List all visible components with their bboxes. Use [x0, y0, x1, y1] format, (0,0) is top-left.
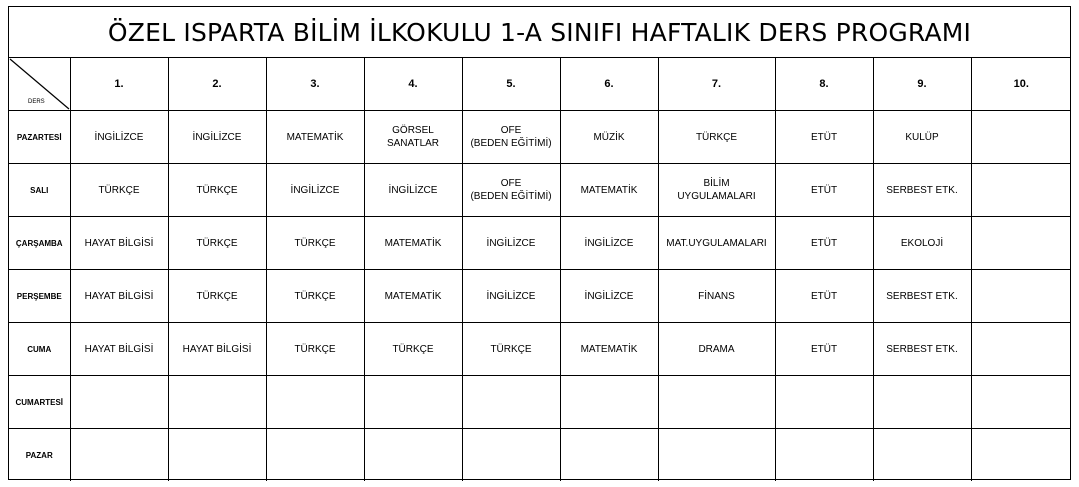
lesson-text: HAYAT BİLGİSİ — [84, 343, 154, 355]
period-header-5: 5. — [462, 58, 560, 111]
lesson-cell — [658, 323, 775, 376]
lesson-text: MATEMATİK — [580, 343, 638, 355]
lesson-cell — [658, 376, 775, 429]
day-label: PAZAR — [9, 429, 70, 482]
lesson-text: İNGİLİZCE — [388, 184, 438, 196]
lesson-cell — [775, 217, 873, 270]
day-label: PAZARTESİ — [9, 111, 70, 164]
lesson-cell — [658, 111, 775, 164]
lesson-cell — [560, 270, 658, 323]
lesson-cell — [266, 429, 364, 482]
lesson-text: KULÜP — [905, 131, 939, 143]
lesson-text: GÖRSEL SANATLAR — [386, 125, 440, 149]
lesson-text: HAYAT BİLGİSİ — [182, 343, 252, 355]
lesson-cell — [168, 429, 266, 482]
lesson-text: İNGİLİZCE — [290, 184, 340, 196]
lesson-cell — [462, 270, 560, 323]
lesson-cell — [266, 217, 364, 270]
lesson-text: MATEMATİK — [580, 184, 638, 196]
lesson-text: MATEMATİK — [384, 237, 442, 249]
lesson-cell — [971, 323, 1071, 376]
lesson-cell — [775, 111, 873, 164]
lesson-cell — [658, 429, 775, 482]
lesson-text: TÜRKÇE — [294, 290, 336, 302]
lesson-text: HAYAT BİLGİSİ — [84, 237, 154, 249]
lesson-cell — [70, 429, 168, 482]
lesson-cell — [462, 164, 560, 217]
lesson-cell — [70, 376, 168, 429]
lesson-cell — [70, 323, 168, 376]
lesson-cell — [364, 270, 462, 323]
lesson-cell — [462, 217, 560, 270]
lesson-text: MAT.UYGULAMALARI — [666, 237, 767, 249]
lesson-cell — [364, 323, 462, 376]
lesson-cell — [462, 376, 560, 429]
day-label: PERŞEMBE — [9, 270, 70, 323]
lesson-cell — [873, 111, 971, 164]
lesson-text: MÜZİK — [593, 131, 625, 143]
lesson-text: SERBEST ETK. — [886, 343, 958, 355]
lesson-cell — [971, 111, 1071, 164]
lesson-cell — [971, 376, 1071, 429]
lesson-cell — [168, 164, 266, 217]
lesson-text: (BEDEN EĞİTİMİ) — [470, 138, 552, 149]
lesson-text: İNGİLİZCE — [584, 237, 634, 249]
lesson-cell — [70, 164, 168, 217]
table-row — [9, 164, 1071, 217]
page-title: ÖZEL ISPARTA BİLİM İLKOKULU 1-A SINIFI HAFTALIK DERS PROGRAMI — [9, 7, 1070, 58]
period-header-7: 7. — [658, 58, 775, 111]
lesson-cell — [364, 376, 462, 429]
lesson-text: TÜRKÇE — [98, 184, 140, 196]
lesson-text: SERBEST ETK. — [886, 290, 958, 302]
lesson-cell — [873, 429, 971, 482]
lesson-cell — [775, 376, 873, 429]
lesson-cell — [168, 323, 266, 376]
lesson-cell — [775, 164, 873, 217]
schedule-sheet — [8, 6, 1071, 480]
lesson-text: MATEMATİK — [286, 131, 344, 143]
lesson-text: İNGİLİZCE — [486, 237, 536, 249]
lesson-text: ETÜT — [810, 290, 838, 302]
lesson-cell — [658, 217, 775, 270]
day-label: SALI — [9, 164, 70, 217]
lesson-cell — [70, 111, 168, 164]
lesson-cell — [266, 376, 364, 429]
period-header-row — [9, 58, 1071, 111]
lesson-text: UYGULAMALARI — [677, 191, 756, 202]
lesson-cell — [873, 217, 971, 270]
lesson-text: TÜRKÇE — [490, 343, 532, 355]
lesson-cell — [266, 270, 364, 323]
table-row — [9, 270, 1071, 323]
lesson-cell — [658, 164, 775, 217]
lesson-cell — [775, 323, 873, 376]
lesson-text: ETÜT — [810, 184, 838, 196]
lesson-text: (BEDEN EĞİTİMİ) — [470, 191, 552, 202]
table-row — [9, 376, 1071, 429]
lesson-text: BİLİM — [703, 178, 730, 189]
lesson-cell — [873, 270, 971, 323]
lesson-text: İNGİLİZCE — [192, 131, 242, 143]
lesson-text: TÜRKÇE — [294, 343, 336, 355]
lesson-text: EKOLOJİ — [900, 237, 944, 249]
lesson-cell — [462, 111, 560, 164]
lesson-text: İNGİLİZCE — [584, 290, 634, 302]
lesson-cell — [560, 217, 658, 270]
lesson-text: ETÜT — [810, 237, 838, 249]
lesson-cell — [364, 429, 462, 482]
lesson-cell — [266, 323, 364, 376]
lesson-cell — [560, 323, 658, 376]
lesson-cell — [971, 429, 1071, 482]
lesson-text: İNGİLİZCE — [486, 290, 536, 302]
lesson-text: SERBEST ETK. — [886, 184, 958, 196]
lesson-cell — [364, 111, 462, 164]
lesson-cell — [168, 376, 266, 429]
lesson-text: TÜRKÇE — [196, 290, 238, 302]
corner-cell — [9, 58, 70, 111]
lesson-text: ETÜT — [810, 343, 838, 355]
lesson-cell — [971, 217, 1071, 270]
lesson-text: TÜRKÇE — [695, 131, 738, 143]
corner-label: DERS — [28, 99, 45, 105]
lesson-cell — [873, 164, 971, 217]
lesson-text: HAYAT BİLGİSİ — [84, 290, 154, 302]
period-header-3: 3. — [266, 58, 364, 111]
period-header-8: 8. — [775, 58, 873, 111]
period-header-10: 10. — [971, 58, 1071, 111]
period-header-4: 4. — [364, 58, 462, 111]
lesson-cell — [266, 164, 364, 217]
day-label: CUMARTESİ — [9, 376, 70, 429]
lesson-text: OFE — [500, 125, 522, 136]
period-header-9: 9. — [873, 58, 971, 111]
lesson-text: DRAMA — [698, 343, 735, 355]
period-header-1: 1. — [70, 58, 168, 111]
lesson-cell — [775, 270, 873, 323]
lesson-cell — [364, 217, 462, 270]
lesson-cell — [971, 164, 1071, 217]
table-row — [9, 429, 1071, 482]
lesson-text: ETÜT — [810, 131, 838, 143]
lesson-cell — [560, 164, 658, 217]
lesson-cell — [560, 111, 658, 164]
day-label: ÇARŞAMBA — [9, 217, 70, 270]
period-header-6: 6. — [560, 58, 658, 111]
table-row — [9, 111, 1071, 164]
lesson-cell — [168, 111, 266, 164]
lesson-text: TÜRKÇE — [196, 237, 238, 249]
lesson-text: TÜRKÇE — [294, 237, 336, 249]
lesson-cell — [168, 270, 266, 323]
lesson-cell — [70, 217, 168, 270]
lesson-cell — [168, 217, 266, 270]
lesson-text: TÜRKÇE — [392, 343, 434, 355]
period-header-2: 2. — [168, 58, 266, 111]
schedule-body — [9, 58, 1071, 481]
lesson-cell — [775, 429, 873, 482]
lesson-text: İNGİLİZCE — [94, 131, 144, 143]
table-row — [9, 217, 1071, 270]
lesson-text: FİNANS — [698, 290, 735, 302]
lesson-text: MATEMATİK — [384, 290, 442, 302]
lesson-cell — [658, 270, 775, 323]
lesson-cell — [462, 323, 560, 376]
table-row — [9, 323, 1071, 376]
lesson-cell — [70, 270, 168, 323]
lesson-cell — [971, 270, 1071, 323]
lesson-cell — [873, 376, 971, 429]
lesson-cell — [364, 164, 462, 217]
lesson-cell — [462, 429, 560, 482]
lesson-text: OFE — [500, 178, 522, 189]
schedule-table — [9, 58, 1071, 481]
lesson-text: TÜRKÇE — [196, 184, 238, 196]
lesson-cell — [560, 429, 658, 482]
lesson-cell — [873, 323, 971, 376]
lesson-cell — [266, 111, 364, 164]
lesson-cell — [560, 376, 658, 429]
day-label: CUMA — [9, 323, 70, 376]
